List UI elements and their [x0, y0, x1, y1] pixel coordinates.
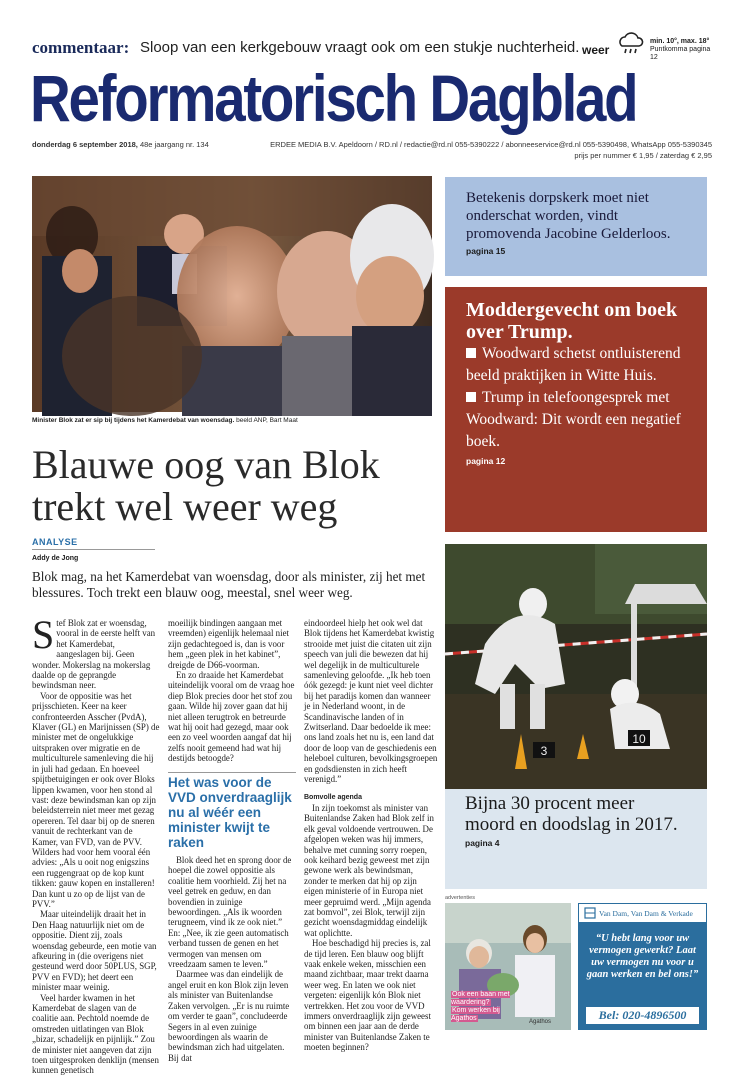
section-label: ANALYSE	[32, 537, 78, 547]
teaser-dorpskerk[interactable]	[445, 177, 707, 276]
paragraph: In zijn toekomst als minister van Buitenlandse Zaken had Blok zelf in elk geval voldoende vertrouwen. De afgelopen weken was hij immers, behalve met cunning sorry roepen, ook keihard bezig geweest met zijn gewone werk als bewindsman, zonder te merken dat hij op zijn eigen ministerie of in Europa niet meer gepruimd werd. „Mijn agenda zat bomvol”, zei Blok, terwijl zijn gezicht woensdagmiddag eindelijk wat oplichtte.	[304, 802, 434, 938]
ad-slogan-line: Kom werken bij Agathos	[451, 1007, 500, 1022]
pull-quote: Het was voor de VVD onverdraaglijk nu al wéér een minister kwijt te raken	[168, 772, 296, 846]
weather-temps	[650, 38, 720, 62]
ad-vandam[interactable]	[578, 903, 707, 1030]
commentary-label: commentaar:	[32, 38, 130, 57]
teaser-bullet	[466, 343, 686, 387]
crime-scene-photo[interactable]	[445, 544, 707, 789]
issue-date-text: donderdag 6 september 2018,	[32, 140, 138, 149]
page-reference: pagina 15	[466, 246, 506, 256]
ad-phone-button[interactable]: Bel: 020-4896500	[586, 1007, 699, 1024]
ad-header	[578, 903, 707, 923]
evidence-marker: 3	[540, 744, 548, 758]
dropcap: S	[32, 612, 55, 657]
commentary-bar	[32, 38, 712, 61]
article-column-3	[304, 618, 438, 1053]
ad-quote: “U hebt lang voor uw vermogen gewerkt? Laat uw vermogen nu voor u gaan werken en bel ons!”	[586, 933, 699, 980]
article-column-1	[32, 612, 160, 1076]
masthead-title: Reformatorisch Dagblad	[30, 61, 637, 135]
weather-label: weer	[582, 43, 610, 57]
rain-cloud-icon	[616, 32, 644, 56]
teaser-trump[interactable]	[445, 287, 707, 532]
contact-info: ERDEE MEDIA B.V. Apeldoorn / RD.nl / redactie@rd.nl 055-5390222 / abonneeservice@rd.nl 055-5390498, WhatsApp 055-5390345	[270, 140, 712, 149]
ads-label: advertenties	[445, 895, 475, 901]
price-info: prijs per nummer € 1,95 / zaterdag € 2,95	[574, 151, 712, 160]
paragraph: Hoe beschadigd hij precies is, zal de tijd leren. Een blauw oog blijft vaak enkele weken, misschien een maand zichtbaar, maar trekt daarna weer weg. En laten we ook niet vergeten: eigenlijk kón Blok niet vertrekken. Het zou voor de VVD immers onverdraaglijk zijn geweest om binnen een jaar aan de derde minister van Buitenlandse Zaken te moeten beginnen?	[304, 938, 431, 1053]
ad-agathos[interactable]	[445, 903, 571, 1030]
weather-page-ref: Puntkomma pagina 12	[650, 46, 711, 61]
ad-slogan	[451, 991, 513, 1023]
ad-slogan-line: Ook een baan met waardering?	[451, 991, 510, 1006]
paragraph: tef Blok zat er woensdag, vooral in de eerste helft van het Kamerdebat, aangeslagen bij. Geen wonder. Mokerslag na mokerslag daalde op de geprangde bewindsman neer.	[32, 618, 156, 691]
issue-edition: 48e jaargang nr. 134	[139, 140, 209, 149]
paragraph: eindoordeel hielp het ook wel dat Blok tijdens het Kamerdebat kwistig strooide met juist die citaten uit zijn speech van juli die bewezen dat hij wel degelijk in de multiculturele samenleving geloofde. „Ik heb toen óók gezegd: je kunt niet veel dichter bij het paradijs komen dan wanneer je in Nederland woont, in de Scandinavische landen of in Zwitserland. Daar bedoelde ik mee: ons land zoals het nu is, een land dat door de loop van de geschiedenis een heleboel culturen, bevolkingsgroepen en godsdiensten in zich heeft verenigd.”	[304, 618, 438, 785]
article-column-2b	[168, 855, 296, 1063]
vandam-logo-icon	[584, 907, 596, 919]
paragraph: moeilijk bindingen aangaan met vreemden) eigenlijk helemaal niet zijn gedachtegoed is, dan is voor hem „geen plek in het kabinet”, dreigde de D66-voorman.	[168, 618, 289, 670]
commentary-link[interactable]: Sloop van een kerkgebouw vraagt ook om een stukje nuchterheid.	[140, 39, 580, 56]
ad-logo: Van Dam, Van Dam & Verkade	[599, 909, 693, 918]
paragraph: Maar uiteindelijk draait het in Den Haag natuurlijk niet om de oppositie. Dient zij, zoals woensdag gebeurde, een motie van afkeuring in (die overigens niet gesteund werd door 50PLUS, SGP, PVV en FVD); het deert een minister maar weinig.	[32, 909, 157, 993]
lead-headline[interactable]: Blauwe oog van Blok trekt wel weer weg	[32, 442, 380, 529]
page-reference: pagina 12	[466, 456, 506, 466]
paragraph: Veel harder kwamen in het Kamerdebat de slagen van de coalitie aan. Pechtold noemde de omstreden uitlatingen van Blok „bizar, schadelijk en pijnlijk.” Zou de minister niet aangeven dat zijn toen uitgesproken denklijn (mensen kunnen genetisch	[32, 992, 159, 1076]
teaser-title: Bijna 30 procent meer moord en doodslag in 2017.	[465, 793, 678, 835]
subheading: Bomvolle agenda	[304, 793, 362, 801]
article-intro: Blok mag, na het Kamerdebat van woensdag, door als minister, zij het met blessures. Toch trekt een blauw oog, meestal, snel weer weg.	[32, 569, 426, 600]
teaser-title: Moddergevecht om boek over Trump.	[466, 299, 678, 343]
section-divider	[32, 549, 155, 550]
byline: Addy de Jong	[32, 555, 79, 562]
square-bullet-icon	[466, 392, 476, 402]
photo-credit: beeld ANP, Bart Maat	[236, 417, 298, 424]
ad-logo: Agathos	[529, 1019, 552, 1025]
issue-date	[32, 140, 209, 149]
lead-photo[interactable]	[32, 176, 432, 412]
page-reference: pagina 4	[465, 838, 500, 848]
photo-caption	[32, 417, 432, 424]
photo-caption-text: Minister Blok zat er sip bij tijdens het Kamerdebat van woensdag.	[32, 417, 235, 424]
paragraph: Blok deed het en sprong door de hoepel die zowel oppositie als coalitie hem voorhield. Zij het na veel getrek en geduw, en dan bovendien in zuinige bewoordingen. „Als ik woorden terugneem, vind ik ze ook niet.” En: „Nee, ik zie geen automatisch verband tussen de genen en het vermogen van mensen om vreedzaam samen te leven.”	[168, 855, 292, 970]
bullet-text: Trump in telefoongesprek met Woodward: Dit wordt een negatief boek.	[466, 389, 681, 450]
bullet-text: Woodward schetst ontluisterend beeld praktijken in Witte Huis.	[466, 345, 681, 384]
paragraph: Voor de oppositie was het prijsschieten. Keer na keer confronteerden Asscher (PvdA), Klaver (GL) en Marijnissen (SP) de minister met de ongelukkige uitspraken over migratie en de multiculturele samenleving die hij in juli had gedaan. En hoeveel spijtbetuigingen er ook over Bloks lippen kwamen, voor hen stond al vast: deze bewindsman kan op zijn beleidsterrein niet meer met gezag opereren. Tel daar bij op de sneren vanuit de rechterkant van de Kamer, van FVD, van de PVV. Wilders had voor hem vooral één advies: „Als u ooit nog enigszins een ruggengraat op de kop kunt tikken: gauw kopen en installeren! Dan kunt u zo op de lijst van de PVV.”	[32, 690, 160, 909]
article-column-2	[168, 618, 296, 764]
teaser-bullet	[466, 387, 686, 453]
evidence-marker: 10	[632, 732, 646, 746]
paragraph: En zo draaide het Kamerdebat uiteindelijk vooral om de vraag hoe diep Blok precies door het stof zou gaan. Wilde hij zover gaan dat hij niet alleen terugtrok en betreurde wat hij ooit had gezegd, maar ook een zo veel woorden aangaf dat hij zelfs nooit gemeend had wat hij destijds betoogde?	[168, 670, 295, 764]
weather-temp-range: min. 10°, max. 18°	[650, 38, 710, 45]
square-bullet-icon	[466, 348, 476, 358]
dateline	[32, 140, 712, 160]
teaser-moord[interactable]	[445, 789, 707, 889]
teaser-text: Betekenis dorpskerk moet niet onderschat worden, vindt promovenda Jacobine Gelderloos.	[466, 190, 671, 242]
paragraph: Daarmee was dan eindelijk de angel eruit en kon Blok zijn leven als minister van Buitenlandse Zaken vervolgen. „Er is nu ruimte om verder te gaan”, concludeerde Segers in al even zuinige bewoordingen als waarin de bewindsman zich had uitgelaten. Bij dat	[168, 969, 290, 1063]
